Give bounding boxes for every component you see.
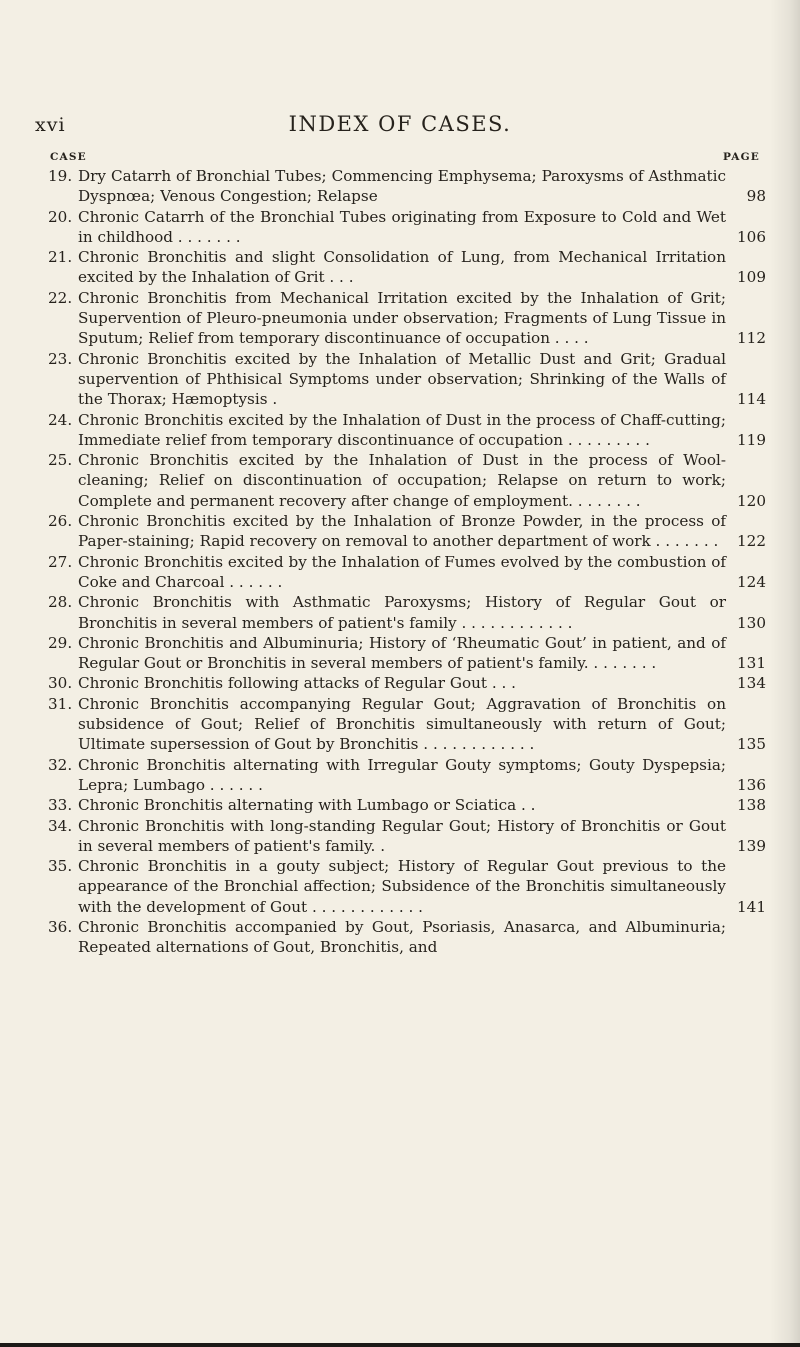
page-number: 124	[737, 572, 766, 591]
case-number: 30.	[48, 674, 73, 693]
case-number: 34.	[48, 816, 73, 835]
case-title: Chronic Bronchitis excited by the Inhalation of Fumes evolved by the combustion of Coke and Charcoal . . . . . .	[78, 552, 726, 591]
case-number: 24.	[48, 410, 73, 429]
page-number: 135	[737, 735, 766, 754]
index-entry-33	[48, 795, 766, 815]
page-number: 114	[737, 390, 766, 409]
case-number: 32.	[48, 755, 73, 774]
index-entry-35	[48, 856, 766, 917]
case-title: Chronic Bronchitis alternating with Lumbago or Sciatica . .	[78, 796, 536, 815]
index-entry-21	[48, 247, 766, 288]
page-number: 106	[737, 227, 766, 246]
page-number: 119	[737, 430, 766, 449]
case-number: 25.	[48, 451, 73, 470]
case-title: Chronic Catarrh of the Bronchial Tubes originating from Exposure to Cold and Wet in childhood . . . . . . .	[78, 207, 726, 246]
case-title: Chronic Bronchitis accompanied by Gout, Psoriasis, Anasarca, and Albuminuria; Repeated alternations of Gout, Bronchitis, and	[78, 917, 726, 957]
index-entry-27	[48, 552, 766, 593]
page-number: 112	[737, 329, 766, 348]
case-number: 31.	[48, 694, 73, 713]
page-number: 136	[737, 775, 766, 794]
index-entry-34	[48, 816, 766, 857]
case-number: 36.	[48, 917, 73, 936]
case-number: 28.	[48, 593, 73, 612]
case-title: Dry Catarrh of Bronchial Tubes; Commencing Emphysema; Paroxysms of Asthmatic Dyspnœa; Venous Congestion; Relapse	[78, 167, 726, 206]
column-heading-case: CASE	[50, 151, 87, 163]
index-entry-32	[48, 755, 766, 796]
case-index-list	[48, 166, 766, 958]
column-heading-page: PAGE	[722, 151, 760, 163]
page-number: 98	[746, 187, 766, 206]
case-number: 26.	[48, 512, 73, 531]
case-title: Chronic Bronchitis excited by the Inhalation of Bronze Powder, in the process of Paper-staining; Rapid recovery on removal to another department of work . . . . . . .	[78, 512, 726, 551]
case-number: 35.	[48, 857, 73, 876]
page-number: 109	[737, 268, 766, 287]
page-number: 131	[737, 654, 766, 673]
page-folio: xvi	[35, 114, 66, 136]
case-title: Chronic Bronchitis excited by the Inhalation of Metallic Dust and Grit; Gradual supervention of Phthisical Symptoms under observation; Shrinking of the Walls of the Thorax; Hæmoptysis .	[78, 349, 726, 409]
case-title: Chronic Bronchitis in a gouty subject; History of Regular Gout previous to the appearance of the Bronchial affection; Subsidence of the Bronchitis simultaneously with the development of Gout . . . . . . . . . . . .	[78, 857, 726, 916]
case-title: Chronic Bronchitis excited by the Inhalation of Dust in the process of Wool-cleaning; Relief on discontinuation of occupation; Relapse on return to work; Complete and permanent recovery after change of employment. . . . . . . .	[78, 451, 726, 510]
page-number: 120	[737, 491, 766, 510]
case-title: Chronic Bronchitis and Albuminuria; History of ‘Rheumatic Gout’ in patient, and of Regular Gout or Bronchitis in several members of patient's family. . . . . . . .	[78, 633, 726, 673]
case-title: Chronic Bronchitis accompanying Regular Gout; Aggravation of Bronchitis on subsidence of Gout; Relief of Bronchitis simultaneously with return of Gout; Ultimate supersession of Gout by Bronchitis . . . . . . . . . . . .	[78, 694, 726, 754]
index-entry-31	[48, 694, 766, 755]
case-title: Chronic Bronchitis alternating with Irregular Gouty symptoms; Gouty Dyspepsia; Lepra; Lumbago . . . . . .	[78, 755, 726, 794]
case-number: 27.	[48, 552, 73, 571]
index-entry-22	[48, 288, 766, 349]
running-head-title: INDEX OF CASES.	[288, 112, 512, 136]
index-entry-29	[48, 633, 766, 674]
page-number: 139	[737, 836, 766, 855]
page-number: 134	[737, 674, 766, 693]
case-number: 22.	[48, 288, 73, 307]
page-number: 130	[737, 613, 766, 632]
case-number: 23.	[48, 349, 73, 368]
case-title: Chronic Bronchitis excited by the Inhalation of Dust in the process of Chaff-cutting; Immediate relief from temporary discontinuance of occupation . . . . . . . . .	[78, 410, 726, 449]
page-number: 141	[737, 897, 766, 916]
case-number: 20.	[48, 207, 73, 226]
case-title: Chronic Bronchitis with long-standing Regular Gout; History of Bronchitis or Gout in several members of patient's family. .	[78, 816, 726, 855]
index-entry-36	[48, 917, 766, 958]
case-title: Chronic Bronchitis and slight Consolidation of Lung, from Mechanical Irritation excited by the Inhalation of Grit . . .	[78, 248, 726, 287]
case-title: Chronic Bronchitis with Asthmatic Paroxysms; History of Regular Gout or Bronchitis in several members of patient's family . . . . . . . . . . . .	[78, 593, 726, 632]
case-number: 33.	[48, 796, 73, 815]
index-entry-26	[48, 511, 766, 552]
index-entry-30	[48, 673, 766, 693]
case-number: 29.	[48, 633, 73, 652]
index-entry-24	[48, 410, 766, 451]
case-number: 21.	[48, 248, 73, 267]
index-entry-19	[48, 166, 766, 207]
case-title: Chronic Bronchitis following attacks of Regular Gout . . .	[78, 674, 516, 693]
page-number: 138	[737, 796, 766, 815]
index-entry-20	[48, 207, 766, 248]
case-number: 19.	[48, 167, 73, 185]
case-title: Chronic Bronchitis from Mechanical Irritation excited by the Inhalation of Grit; Supervention of Pleuro-pneumonia under observation; Fragments of Lung Tissue in Sputum; Relief from temporary discontinuance of occupation . . . .	[78, 288, 726, 348]
index-entry-23	[48, 349, 766, 410]
page-number: 122	[737, 532, 766, 551]
index-entry-28	[48, 592, 766, 633]
bottom-edge-divider	[0, 1343, 800, 1347]
index-entry-25	[48, 450, 766, 511]
